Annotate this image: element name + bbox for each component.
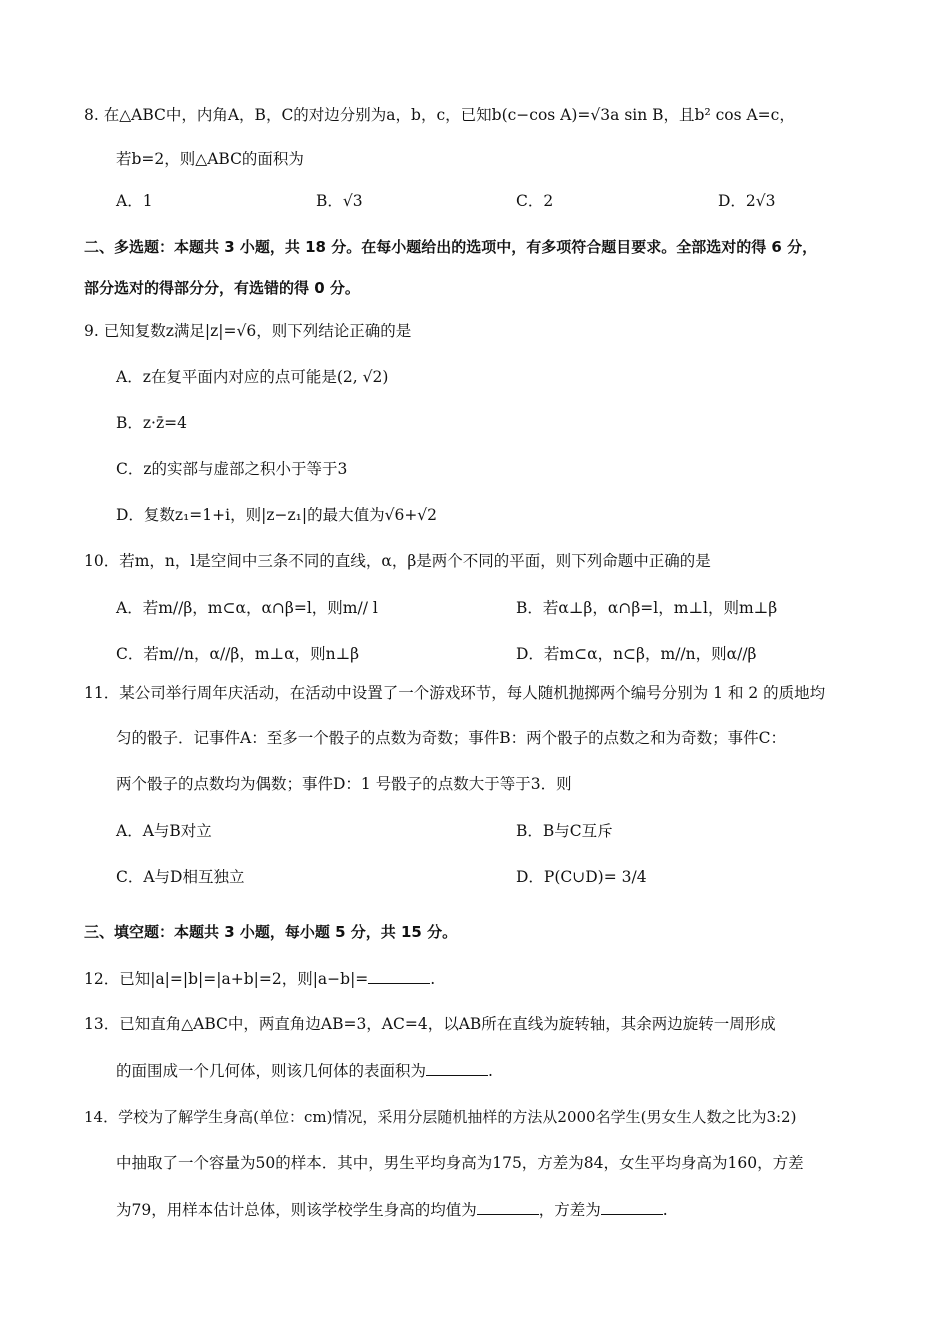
q11-option-c: C．A与D相互独立 bbox=[116, 868, 245, 886]
section2-heading-continued: 部分选对的得部分分，有选错的得 0 分。 bbox=[84, 279, 360, 297]
q11-stem-line2: 匀的骰子．记事件A：至多一个骰子的点数为奇数；事件B：两个骰子的点数之和为奇数；事件C： bbox=[116, 729, 786, 747]
q11-stem: 11．某公司举行周年庆活动，在活动中设置了一个游戏环节，每人随机抛掷两个编号分别为 1 和 2 的质地均 bbox=[84, 684, 826, 702]
q13-stem-line2 bbox=[116, 1059, 493, 1082]
q14-period: . bbox=[662, 1201, 668, 1219]
q10-option-a: A．若m//β，m⊂α，α∩β=l，则m// l bbox=[116, 599, 378, 617]
q14-text: 为79，用样本估计总体，则该学校学生身高的均值为 bbox=[116, 1201, 477, 1219]
q14-stem-line2: 中抽取了一个容量为50的样本．其中，男生平均身高为175，方差为84，女生平均身高为160，方差 bbox=[116, 1154, 804, 1172]
q9-option-b: B．z·z̄=4 bbox=[116, 414, 187, 432]
q10-option-d: D．若m⊂α，n⊂β，m//n，则α//β bbox=[516, 645, 757, 663]
q11-option-d: D．P(C∪D)= 3/4 bbox=[516, 868, 647, 886]
q9-option-d: D．复数z₁=1+i，则|z−z₁|的最大值为√6+√2 bbox=[116, 506, 438, 524]
q13-text: 的面围成一个几何体，则该几何体的表面积为 bbox=[116, 1062, 427, 1080]
q9-option-c: C．z的实部与虚部之积小于等于3 bbox=[116, 460, 348, 478]
q11-option-b: B．B与C互斥 bbox=[516, 822, 613, 840]
q12-answer-blank[interactable] bbox=[368, 967, 430, 984]
q12-stem bbox=[84, 967, 435, 990]
q8-stem: 8. 在△ABC中，内角A，B，C的对边分别为a，b，c，已知b(c−cos A)=√3a sin B，且b² cos A=c， bbox=[84, 106, 795, 124]
q11-stem-line3: 两个骰子的点数均为偶数；事件D：1 号骰子的点数大于等于3．则 bbox=[116, 775, 572, 793]
q10-stem: 10．若m，n，l是空间中三条不同的直线，α，β是两个不同的平面，则下列命题中正确的是 bbox=[84, 552, 711, 570]
section2-heading: 二、多选题：本题共 3 小题，共 18 分。在每小题给出的选项中，有多项符合题目要求。全部选对的得 6 分， bbox=[84, 238, 818, 256]
q13-period: . bbox=[488, 1062, 493, 1080]
q14-mean-blank[interactable] bbox=[477, 1198, 539, 1215]
q9-option-a: A．z在复平面内对应的点可能是(2, √2) bbox=[116, 368, 389, 386]
q14-variance-blank[interactable] bbox=[601, 1198, 663, 1215]
q13-stem: 13．已知直角△ABC中，两直角边AB=3，AC=4，以AB所在直线为旋转轴，其余两边旋转一周形成 bbox=[84, 1015, 776, 1033]
q11-option-a: A．A与B对立 bbox=[116, 822, 212, 840]
q8-stem-continued: 若b=2，则△ABC的面积为 bbox=[116, 150, 304, 168]
q14-mid-text: ，方差为 bbox=[538, 1201, 601, 1219]
q8-option-d: D．2√3 bbox=[718, 192, 776, 210]
q13-answer-blank[interactable] bbox=[426, 1059, 488, 1076]
section3-heading: 三、填空题：本题共 3 小题，每小题 5 分，共 15 分。 bbox=[84, 923, 458, 941]
q10-option-c: C．若m//n，α//β，m⊥α，则n⊥β bbox=[116, 645, 360, 663]
q8-option-c: C．2 bbox=[516, 192, 554, 210]
q8-option-b: B．√3 bbox=[316, 192, 363, 210]
q14-stem: 14．学校为了解学生身高(单位：cm)情况，采用分层随机抽样的方法从2000名学生(男女生人数之比为3:2) bbox=[84, 1108, 797, 1126]
q12-text: 12．已知|a|=|b|=|a+b|=2，则|a−b|= bbox=[84, 970, 369, 988]
q14-stem-line3 bbox=[116, 1198, 668, 1221]
q9-stem: 9. 已知复数z满足|z|=√6，则下列结论正确的是 bbox=[84, 322, 412, 340]
q10-option-b: B．若α⊥β，α∩β=l，m⊥l，则m⊥β bbox=[516, 599, 778, 617]
q8-option-a: A．1 bbox=[116, 192, 153, 210]
q12-period: . bbox=[430, 970, 436, 988]
